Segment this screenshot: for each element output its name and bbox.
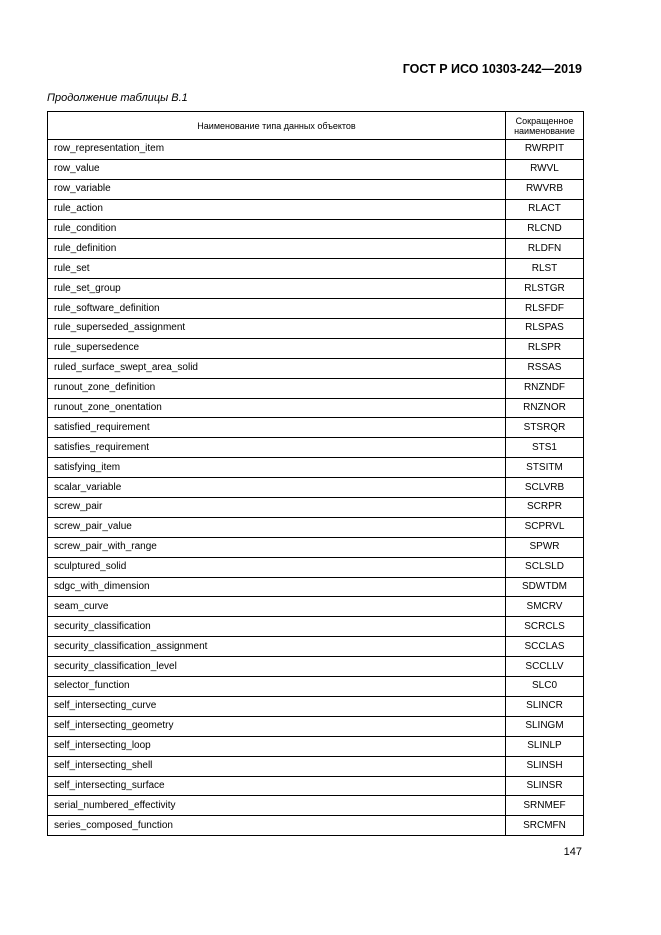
abbreviation-cell: SCLSLD (506, 557, 584, 577)
entity-name-cell: row_variable (48, 179, 506, 199)
table-row (48, 776, 584, 796)
table-row (48, 438, 584, 458)
table-row (48, 557, 584, 577)
entity-name-cell: security_classification_assignment (48, 637, 506, 657)
table-row (48, 597, 584, 617)
abbreviation-cell: SCRCLS (506, 617, 584, 637)
table-row (48, 398, 584, 418)
abbreviation-cell: RLSTGR (506, 279, 584, 299)
table-row (48, 299, 584, 319)
table-row (48, 736, 584, 756)
abbreviation-cell: RWRPIT (506, 140, 584, 160)
entity-name-cell: self_intersecting_surface (48, 776, 506, 796)
table-row (48, 637, 584, 657)
entity-name-cell: row_value (48, 159, 506, 179)
entity-name-cell: self_intersecting_loop (48, 736, 506, 756)
abbreviation-cell: SCCLLV (506, 657, 584, 677)
table-row (48, 577, 584, 597)
table-row (48, 537, 584, 557)
entity-name-cell: scalar_variable (48, 478, 506, 498)
table-row (48, 498, 584, 518)
abbreviation-cell: RLCND (506, 219, 584, 239)
entity-name-cell: serial_numbered_effectivity (48, 796, 506, 816)
abbreviation-cell: SDWTDM (506, 577, 584, 597)
table-row (48, 199, 584, 219)
entity-name-cell: rule_set_group (48, 279, 506, 299)
table-row (48, 478, 584, 498)
abbreviation-cell: SLINLP (506, 736, 584, 756)
abbreviation-cell: SRCMFN (506, 816, 584, 836)
column-header-name: Наименование типа данных объектов (48, 112, 506, 140)
abbreviation-cell: RLSFDF (506, 299, 584, 319)
entity-name-cell: row_representation_item (48, 140, 506, 160)
abbreviation-cell: SLINSR (506, 776, 584, 796)
abbreviation-cell: SRNMEF (506, 796, 584, 816)
abbreviation-cell: STSITM (506, 458, 584, 478)
entity-name-cell: satisfying_item (48, 458, 506, 478)
table-row (48, 358, 584, 378)
table-row (48, 279, 584, 299)
table-row (48, 657, 584, 677)
entity-name-cell: security_classification_level (48, 657, 506, 677)
table-row (48, 796, 584, 816)
abbreviation-cell: RLSPR (506, 338, 584, 358)
table-row (48, 219, 584, 239)
table-row (48, 458, 584, 478)
table-row (48, 756, 584, 776)
table-row (48, 716, 584, 736)
entity-name-cell: sculptured_solid (48, 557, 506, 577)
abbreviation-cell: SLINGM (506, 716, 584, 736)
abbreviation-cell: RLSPAS (506, 319, 584, 339)
abbreviation-cell: SPWR (506, 537, 584, 557)
entity-name-cell: screw_pair_value (48, 517, 506, 537)
table-row (48, 179, 584, 199)
abbreviation-cell: STSRQR (506, 418, 584, 438)
entity-name-cell: runout_zone_onentation (48, 398, 506, 418)
table-row (48, 239, 584, 259)
entity-name-cell: rule_superseded_assignment (48, 319, 506, 339)
abbreviation-cell: RWVL (506, 159, 584, 179)
entity-name-cell: series_composed_function (48, 816, 506, 836)
entity-name-cell: rule_definition (48, 239, 506, 259)
entity-name-cell: self_intersecting_geometry (48, 716, 506, 736)
table-row (48, 140, 584, 160)
table-row (48, 378, 584, 398)
abbreviation-cell: SCPRVL (506, 517, 584, 537)
abbreviation-cell: SMCRV (506, 597, 584, 617)
table-row (48, 617, 584, 637)
entity-name-cell: self_intersecting_curve (48, 696, 506, 716)
abbreviation-cell: SCLVRB (506, 478, 584, 498)
table-caption: Продолжение таблицы B.1 (47, 92, 188, 104)
entity-name-cell: seam_curve (48, 597, 506, 617)
abbreviation-cell: SCCLAS (506, 637, 584, 657)
entity-name-cell: selector_function (48, 677, 506, 697)
abbreviation-cell: RLACT (506, 199, 584, 219)
table-row (48, 677, 584, 697)
abbreviation-cell: SLINSH (506, 756, 584, 776)
abbreviation-cell: RLST (506, 259, 584, 279)
entity-name-cell: rule_supersedence (48, 338, 506, 358)
table-row (48, 816, 584, 836)
entity-name-cell: screw_pair (48, 498, 506, 518)
table-row (48, 159, 584, 179)
entity-name-cell: rule_action (48, 199, 506, 219)
table-row (48, 319, 584, 339)
column-header-abbreviation: Сокращенное наименование (506, 112, 584, 140)
entity-name-cell: self_intersecting_shell (48, 756, 506, 776)
entity-name-cell: rule_condition (48, 219, 506, 239)
abbreviation-cell: SCRPR (506, 498, 584, 518)
entity-name-cell: runout_zone_definition (48, 378, 506, 398)
table-row (48, 259, 584, 279)
abbreviation-cell: RWVRB (506, 179, 584, 199)
entity-name-cell: sdgc_with_dimension (48, 577, 506, 597)
abbreviation-cell: RLDFN (506, 239, 584, 259)
entity-name-cell: satisfied_requirement (48, 418, 506, 438)
table-row (48, 418, 584, 438)
entity-name-cell: rule_set (48, 259, 506, 279)
table-header-row (48, 112, 584, 140)
entity-name-cell: security_classification (48, 617, 506, 637)
table-row (48, 517, 584, 537)
abbreviation-cell: RNZNDF (506, 378, 584, 398)
abbreviation-cell: RNZNOR (506, 398, 584, 418)
table-row (48, 696, 584, 716)
entity-name-cell: rule_software_definition (48, 299, 506, 319)
abbreviation-cell: RSSAS (506, 358, 584, 378)
abbreviation-cell: SLINCR (506, 696, 584, 716)
abbreviation-cell: SLC0 (506, 677, 584, 697)
data-type-table (47, 111, 584, 836)
table-row (48, 338, 584, 358)
entity-name-cell: ruled_surface_swept_area_solid (48, 358, 506, 378)
abbreviation-cell: STS1 (506, 438, 584, 458)
table-body (48, 140, 584, 836)
entity-name-cell: satisfies_requirement (48, 438, 506, 458)
page-number: 147 (563, 846, 582, 858)
document-id: ГОСТ Р ИСО 10303-242—2019 (402, 62, 582, 76)
entity-name-cell: screw_pair_with_range (48, 537, 506, 557)
